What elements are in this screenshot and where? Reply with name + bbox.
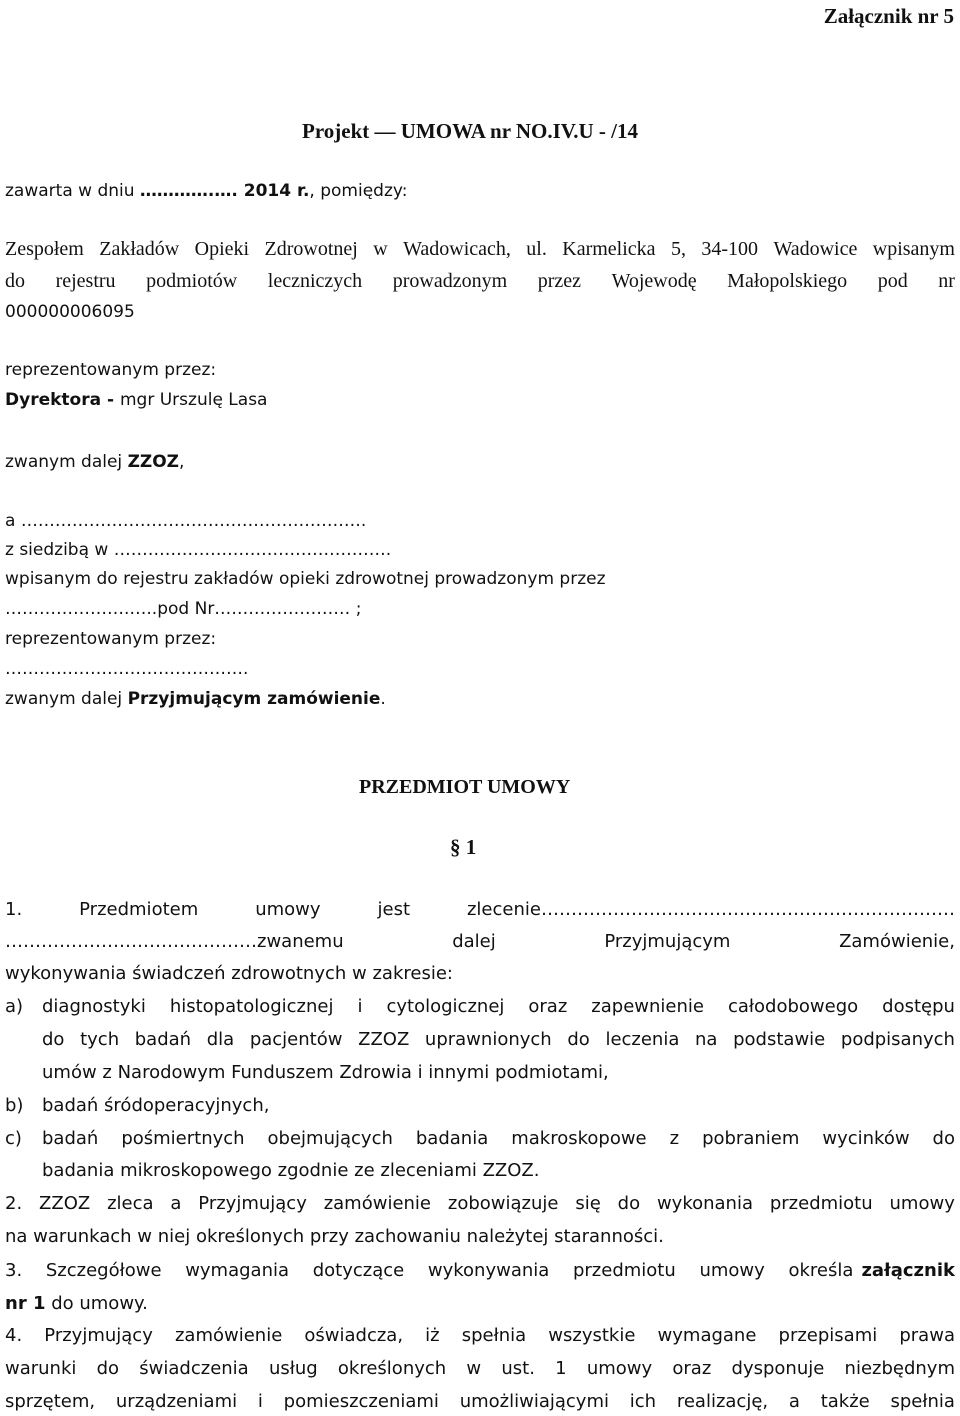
item-a-line1 — [42, 994, 955, 1020]
word: Zdrowotnej — [264, 238, 358, 260]
word: Zamówienie, — [839, 931, 955, 952]
word: iż — [425, 1325, 440, 1346]
director-title: Dyrektora — [5, 390, 102, 410]
director-name: mgr Urszulę Lasa — [119, 390, 268, 410]
clause4-line2 — [5, 1356, 955, 1382]
word: 2. — [5, 1193, 23, 1214]
party1-director — [5, 387, 267, 413]
word: podmiotów — [146, 270, 238, 292]
word: tych — [80, 1029, 120, 1050]
word: 3. — [5, 1260, 23, 1281]
word: ZZOZ — [358, 1029, 410, 1050]
date-suffix: , pomiędzy: — [309, 181, 408, 201]
section-heading: PRZEDMIOT UMOWY — [359, 776, 571, 798]
word: Wadowice — [773, 238, 858, 260]
word: Przyjmującym — [604, 931, 731, 952]
party2-rep-value: ……………………………………. — [5, 659, 249, 679]
word: umowy — [255, 899, 321, 920]
clause1-line3: wykonywania świadczeń zdrowotnych w zakresie: — [5, 963, 453, 984]
word: spełnia — [461, 1325, 527, 1346]
item-a-label: a) — [5, 996, 24, 1017]
word: Przyjmujący — [198, 1193, 307, 1214]
word: wykonywania — [427, 1260, 550, 1281]
word: określa — [788, 1260, 854, 1281]
word: wszystkie — [548, 1325, 636, 1346]
title-main: UMOWA nr NO.IV.U - /14 — [400, 119, 639, 143]
word: do — [567, 1029, 590, 1050]
word: usług — [268, 1358, 318, 1379]
word: Wojewodę — [611, 270, 697, 292]
word: 34-100 — [701, 238, 759, 260]
clause3-nr-bold: nr 1 — [5, 1293, 46, 1314]
clause3-words — [5, 1258, 853, 1284]
word: do — [42, 1029, 65, 1050]
word: cytologicznej — [386, 996, 505, 1017]
word: zleca — [107, 1193, 154, 1214]
word: przedmiotu — [572, 1260, 676, 1281]
word: pacjentów — [249, 1029, 343, 1050]
clause3-attachment-bold: załącznik — [861, 1260, 955, 1281]
word: ust. — [501, 1358, 535, 1379]
word: 1. — [5, 899, 23, 920]
word: 5, — [670, 238, 686, 260]
word: dalej — [452, 931, 496, 952]
title-prefix: Projekt — [302, 119, 370, 143]
clause3-line1 — [5, 1258, 955, 1284]
date-value: ………….…. 2014 r. — [139, 181, 310, 201]
party2-seat: z siedzibą w …………………………………………. — [5, 540, 392, 560]
party2-rep-label: reprezentowanym przez: — [5, 629, 217, 649]
word: Wadowicach, — [403, 238, 511, 260]
clause3-suffix: do umowy. — [45, 1293, 148, 1314]
clause4-line3 — [5, 1389, 955, 1415]
word: Karmelicka — [562, 238, 656, 260]
item-c-label: c) — [5, 1128, 22, 1149]
word: do — [5, 270, 25, 292]
item-c-line2: badania mikroskopowego zgodnie ze zleceniami ZZOZ. — [42, 1160, 540, 1181]
word: oraz — [672, 1358, 712, 1379]
attachment-label: Załącznik nr 5 — [823, 4, 954, 28]
director-dash: - — [101, 390, 120, 410]
word: w — [373, 238, 388, 260]
word: wpisanym — [872, 238, 955, 260]
word: z — [669, 1128, 680, 1149]
word: Zakładów — [99, 238, 180, 260]
alias-zzoz: ZZOZ — [127, 452, 179, 472]
word: do — [96, 1358, 120, 1379]
party1-alias — [5, 449, 184, 475]
word: Opieki — [194, 238, 250, 260]
word: Małopolskiego — [727, 270, 848, 292]
word: diagnostyki — [42, 996, 146, 1017]
word: pod — [877, 270, 908, 292]
word: zapewnienie — [591, 996, 704, 1017]
word: Szczegółowe — [45, 1260, 162, 1281]
word: do — [617, 1193, 641, 1214]
word: 1 — [555, 1358, 567, 1379]
alias2-name: Przyjmującym zamówienie — [127, 689, 381, 709]
title-dash: — — [374, 119, 396, 143]
word: 4. — [5, 1325, 23, 1346]
date-prefix: zawarta w dniu — [5, 181, 140, 201]
party2-alias — [5, 686, 386, 712]
party2-registry: wpisanym do rejestru zakładów opieki zdrowotnej prowadzonym przez — [5, 569, 606, 589]
word: zlecenie…………………………………………………………… — [466, 899, 955, 920]
contract-title — [302, 119, 638, 144]
word: ich — [629, 1391, 657, 1412]
word: w — [466, 1358, 482, 1379]
word: dla — [206, 1029, 235, 1050]
contract-date-line — [5, 178, 407, 204]
word: uprawnionych — [424, 1029, 552, 1050]
word: nr — [938, 270, 955, 292]
word: dostępu — [882, 996, 955, 1017]
word: zamówienie — [174, 1325, 283, 1346]
word: dysponuje — [731, 1358, 825, 1379]
word: realizację, — [676, 1391, 769, 1412]
alias2-prefix: zwanym dalej — [5, 689, 128, 709]
party2-registry-number: ………………….…..pod Nr…………………… ; — [5, 599, 362, 619]
word: przedmiotu — [769, 1193, 873, 1214]
word: badań — [42, 1128, 99, 1149]
word: prawa — [899, 1325, 955, 1346]
word: ……………………………………zwanemu — [5, 931, 344, 952]
word: ZZOZ — [39, 1193, 91, 1214]
alias2-suffix: . — [380, 689, 386, 709]
word: całodobowego — [727, 996, 859, 1017]
clause2-line1 — [5, 1191, 955, 1217]
word: Przedmiotem — [79, 899, 199, 920]
word: urządzeniami — [115, 1391, 238, 1412]
word: wymagane — [657, 1325, 757, 1346]
item-b-label: b) — [5, 1095, 24, 1116]
item-a-line3: umów z Narodowym Funduszem Zdrowia i innymi podmiotami, — [42, 1062, 609, 1083]
party1-rep-label: reprezentowanym przez: — [5, 360, 217, 380]
party1-line1 — [5, 236, 955, 262]
word: makroskopowe — [511, 1128, 647, 1149]
word: warunki — [5, 1358, 77, 1379]
clause4-line1 — [5, 1323, 955, 1349]
word: do — [932, 1128, 955, 1149]
word: pośmiertnych — [121, 1128, 245, 1149]
word: oświadcza, — [304, 1325, 404, 1346]
word: oraz — [528, 996, 568, 1017]
word: umożliwiającymi — [459, 1391, 609, 1412]
word: Zespołem — [5, 238, 84, 260]
word: zobowiązuje — [447, 1193, 559, 1214]
word: ul. — [526, 238, 547, 260]
word: histopatologicznej — [169, 996, 334, 1017]
word: a — [788, 1391, 800, 1412]
word: i — [357, 996, 363, 1017]
word: spełnia — [890, 1391, 955, 1412]
word: leczniczych — [267, 270, 363, 292]
word: a — [170, 1193, 182, 1214]
word: dotyczące — [312, 1260, 405, 1281]
word: się — [575, 1193, 601, 1214]
word: rejestru — [55, 270, 116, 292]
word: podpisanych — [840, 1029, 955, 1050]
word: Przyjmujący — [44, 1325, 153, 1346]
item-a-line2 — [42, 1027, 955, 1053]
word: sprzętem, — [5, 1391, 96, 1412]
word: niezbędnym — [844, 1358, 955, 1379]
word: leczenia — [605, 1029, 680, 1050]
alias-suffix: , — [179, 452, 185, 472]
word: jest — [377, 899, 411, 920]
word: umowy — [586, 1358, 653, 1379]
party2-name: a ……………………………………………………. — [5, 511, 367, 531]
section-paragraph: § 1 — [450, 835, 477, 859]
word: obejmujących — [267, 1128, 393, 1149]
word: pobraniem — [702, 1128, 800, 1149]
word: wymagania — [185, 1260, 290, 1281]
item-b-line1: badań śródoperacyjnych, — [42, 1095, 270, 1116]
word: przez — [537, 270, 582, 292]
clause3-line2 — [5, 1291, 148, 1317]
word: określonych — [337, 1358, 447, 1379]
item-c-line1 — [42, 1126, 955, 1152]
word: podstawie — [733, 1029, 826, 1050]
word: pomieszczeniami — [283, 1391, 439, 1412]
party1-line2 — [5, 268, 955, 294]
party1-registry-number: 000000006095 — [5, 302, 135, 322]
word: wycinków — [822, 1128, 910, 1149]
word: badania — [415, 1128, 489, 1149]
word: prowadzonym — [392, 270, 508, 292]
word: także — [820, 1391, 870, 1412]
word: zamówienie — [323, 1193, 432, 1214]
clause1-line2 — [5, 929, 955, 955]
word: przepisami — [778, 1325, 878, 1346]
word: umowy — [699, 1260, 765, 1281]
word: świadczenia — [139, 1358, 249, 1379]
word: wykonania — [656, 1193, 753, 1214]
word: i — [257, 1391, 263, 1412]
alias-prefix: zwanym dalej — [5, 452, 128, 472]
clause2-line2: na warunkach w niej określonych przy zachowaniu należytej staranności. — [5, 1226, 664, 1247]
clause1-line1 — [5, 897, 955, 923]
word: umowy — [889, 1193, 955, 1214]
word: na — [695, 1029, 718, 1050]
word: badań — [134, 1029, 192, 1050]
